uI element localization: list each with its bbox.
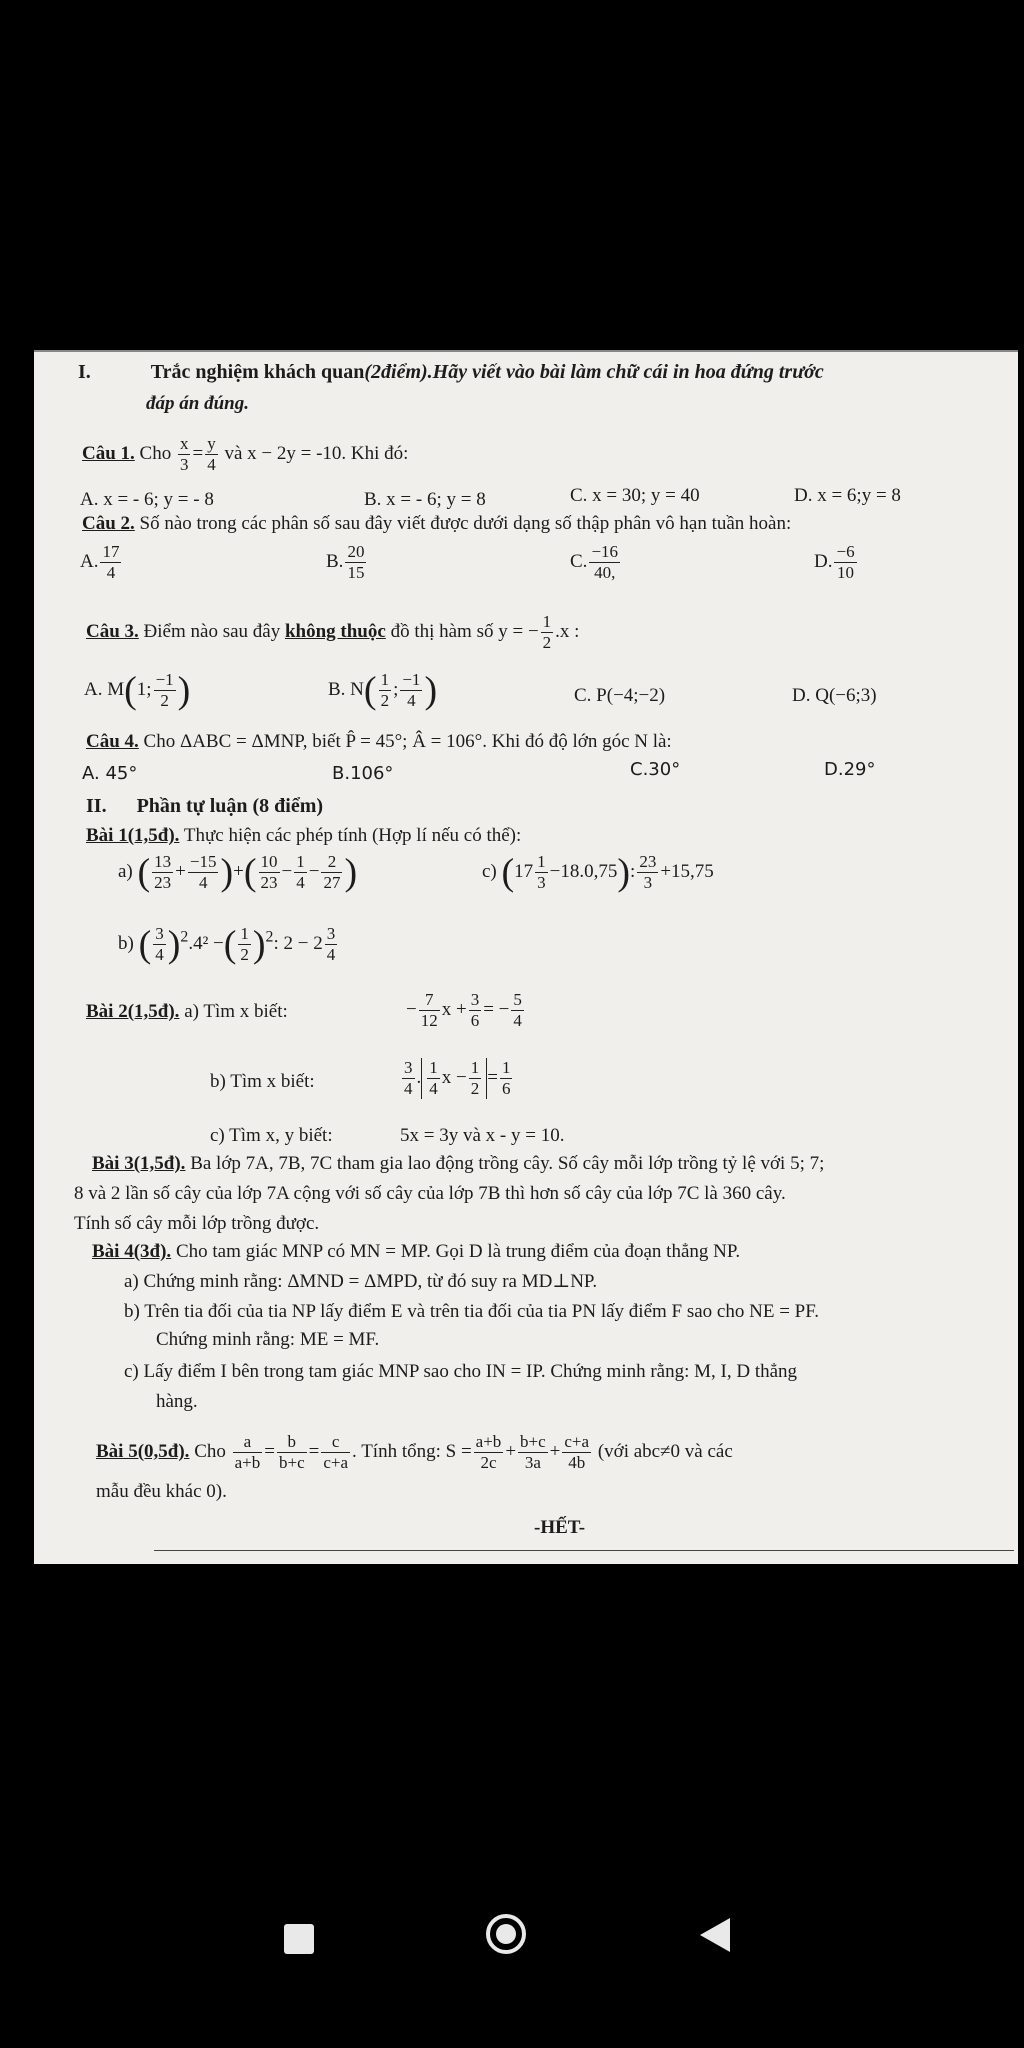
frac xyxy=(562,1432,591,1473)
frac xyxy=(294,852,307,893)
q3-a-frac xyxy=(154,670,176,711)
q3-a-x: 1; xyxy=(136,678,152,700)
frac-den: 2 xyxy=(240,945,249,964)
frac-num: 2 xyxy=(321,852,342,873)
frac-den: 3 xyxy=(179,455,189,474)
option-letter: A. xyxy=(80,550,99,572)
frac xyxy=(259,852,280,893)
q4-label: Câu 4. xyxy=(86,731,139,752)
frac xyxy=(474,1432,504,1473)
option-letter: D. xyxy=(814,550,833,572)
frac xyxy=(500,1058,513,1099)
q4-option-a: A. 45° xyxy=(82,763,138,784)
q2-option-b xyxy=(326,542,368,583)
frac-den: 6 xyxy=(501,1079,511,1098)
part2-heading xyxy=(86,794,323,818)
frac xyxy=(321,852,342,893)
item-label: a) xyxy=(118,860,133,882)
question-1 xyxy=(82,434,408,475)
question-3 xyxy=(86,612,579,653)
frac-den: 6 xyxy=(470,1011,480,1030)
q3-b-frac2 xyxy=(400,670,422,711)
paren-open: ( xyxy=(138,923,152,966)
frac-num: 7 xyxy=(419,990,440,1011)
frac xyxy=(427,1058,440,1099)
bai5-label: Bài 5(0,5đ). xyxy=(96,1440,190,1462)
item-label: b) xyxy=(118,932,134,954)
frac-den: 15 xyxy=(347,563,365,582)
paren-close: ) xyxy=(167,923,181,966)
bai4-c2: hàng. xyxy=(156,1391,198,1412)
frac-den: 3a xyxy=(524,1453,541,1472)
bai3-line3: Tính số cây mỗi lớp trồng được. xyxy=(74,1213,320,1234)
q1-eq: = xyxy=(192,442,204,464)
q2-label: Câu 2. xyxy=(82,513,135,534)
frac-num: 3 xyxy=(155,924,164,943)
q2-c-frac xyxy=(589,542,620,583)
paren-open: ( xyxy=(243,851,257,894)
bai2-a-text: a) Tìm x biết: xyxy=(184,1001,288,1022)
q2-option-d xyxy=(814,542,859,583)
absolute-value: $\frac{1}{4}$ x − $\frac{1}{2}$ xyxy=(421,1058,487,1099)
frac-den: 4 xyxy=(326,945,336,964)
exponent: 2 xyxy=(265,928,274,946)
expr-part: −18.0,75 xyxy=(549,860,618,882)
paren-close: ) xyxy=(220,851,234,894)
bai2-b-text: b) Tìm x biết: xyxy=(210,1071,315,1092)
frac-num: 1 xyxy=(380,670,390,689)
frac-den: 2c xyxy=(480,1453,497,1472)
frac-num: 1 xyxy=(240,924,249,943)
home-icon[interactable] xyxy=(486,1914,526,1954)
q1-text-post: và x − 2y = -10. Khi đó: xyxy=(224,442,409,464)
frac-num: −1 xyxy=(402,670,421,689)
frac xyxy=(238,924,251,965)
q1-frac-x xyxy=(178,434,191,475)
q1-option-a: A. x = - 6; y = - 8 xyxy=(80,489,214,510)
q3-option-c: C. P(−4;−2) xyxy=(574,685,666,706)
frac xyxy=(321,1432,350,1473)
q3-fn-pre: y = − xyxy=(498,620,539,642)
bai5-line1: Bài 5(0,5đ). Cho $\frac{a}{a+b}$ = $\frac{b}{b+c}$ = $\frac{c}{c+a}$ . Tính tổng: S = $\frac{a+b}{2c}$ + $\frac{b+c}{3a}$ + $\frac{c+a}{4b}$ (với abc≠0 và các xyxy=(96,1432,733,1472)
frac-num: c xyxy=(321,1432,350,1453)
frac xyxy=(469,1058,482,1099)
bai1-b xyxy=(118,924,339,965)
q2-option-a xyxy=(80,542,123,583)
frac-num: −1 xyxy=(155,670,174,689)
part1-number: I. xyxy=(78,361,91,383)
bai3-label: Bài 3(1,5đ). xyxy=(92,1153,186,1174)
q2-b-frac xyxy=(345,542,366,583)
frac-num: 1 xyxy=(429,1058,438,1077)
paren-open: ( xyxy=(223,923,237,966)
q2-a-frac xyxy=(100,542,121,583)
bai2-a-equation: − $\frac{7}{12}$ x + $\frac{3}{6}$ = − $\frac{5}{4}$ xyxy=(406,990,522,1030)
q3-fn-frac xyxy=(541,612,554,653)
bai3-text1: Ba lớp 7A, 7B, 7C tham gia lao động trồng cây. Số cây mỗi lớp trồng tỷ lệ với 5; 7; xyxy=(190,1153,825,1174)
bai4-c1: c) Lấy điểm I bên trong tam giác MNP sao cho IN = IP. Chứng minh rằng: M, I, D thẳng xyxy=(124,1361,798,1382)
option-letter: C. xyxy=(570,550,588,572)
q3-option-d: D. Q(−6;3) xyxy=(792,685,877,706)
q2-option-c xyxy=(570,542,622,583)
frac-num: 1 xyxy=(501,1058,511,1077)
q3-text-pre: Điểm nào sau đây xyxy=(143,620,281,642)
option-letter: B. xyxy=(326,550,344,572)
frac-num: y xyxy=(207,434,216,453)
mixed-whole: 17 xyxy=(514,860,534,882)
frac xyxy=(419,990,440,1031)
paren-close: ) xyxy=(617,851,631,894)
frac-den: 27 xyxy=(323,873,341,892)
q4-option-d: D.29° xyxy=(824,759,876,780)
back-icon[interactable] xyxy=(700,1918,730,1952)
frac-num: 23 xyxy=(639,852,657,871)
bai3-line1 xyxy=(92,1152,824,1176)
bai2-b-equation: $\frac{3}{4}$ . $\frac{1}{4}$ x − $\frac{1}{2}$ = $\frac{1}{6}$ xyxy=(404,1058,511,1098)
bai4-label: Bài 4(3đ). xyxy=(92,1241,172,1262)
frac xyxy=(511,990,524,1031)
question-2 xyxy=(82,512,791,536)
bai2-c-text: c) Tìm x, y biết: xyxy=(210,1125,333,1146)
part1-instruction-line2: đáp án đúng. xyxy=(146,393,249,414)
frac-den: 4 xyxy=(404,1079,413,1098)
exam-paper xyxy=(34,350,1018,1564)
frac-den: 40, xyxy=(594,563,616,582)
bai5-post: (với abc≠0 và các xyxy=(597,1440,733,1462)
frac-den: 4 xyxy=(296,873,305,892)
part1-heading xyxy=(78,360,824,384)
frac-num: b+c xyxy=(520,1432,546,1451)
frac-num: a xyxy=(233,1432,263,1453)
frac-num: −16 xyxy=(591,542,619,561)
expr-tail: +15,75 xyxy=(660,860,714,882)
frac-num: 1 xyxy=(296,852,305,871)
frac-num: 17 xyxy=(102,542,120,561)
q1-option-d: D. x = 6;y = 8 xyxy=(794,485,901,506)
frac-num: 1 xyxy=(542,612,552,631)
frac-den: 4 xyxy=(198,873,208,892)
frac-num: c+a xyxy=(564,1432,590,1451)
bai4-a: a) Chứng minh rằng: ΔMND = ΔMPD, từ đó suy ra MD⊥NP. xyxy=(124,1271,598,1292)
paren-open: ( xyxy=(501,851,515,894)
frac-num: 3 xyxy=(326,924,336,943)
frac xyxy=(152,852,173,893)
bai4-b2: Chứng minh rằng: ME = MF. xyxy=(156,1329,380,1350)
bai4-text: Cho tam giác MNP có MN = MP. Gọi D là trung điểm của đoạn thẳng NP. xyxy=(175,1241,741,1262)
frac-den: 10 xyxy=(837,563,855,582)
paren-open: ( xyxy=(124,669,137,712)
bai1-a: a) ( $\frac{13}{23}$ + $\frac{-15}{4}$ )+( $\frac{10}{23}$ − $\frac{1}{4}$ − $\frac{2}{27}$ ) xyxy=(118,851,358,894)
bottom-rule xyxy=(154,1550,1014,1551)
expr-part: .4² − xyxy=(188,932,224,954)
option-letter: A. M xyxy=(84,678,125,700)
frac-den: 3 xyxy=(537,873,546,892)
frac-num: a+b xyxy=(475,1432,502,1451)
frac-den: 2 xyxy=(470,1079,480,1098)
part1-title: Trắc nghiệm khách quan xyxy=(150,361,365,383)
bai1-label: Bài 1(1,5đ). xyxy=(86,825,180,846)
frac-den: a+b xyxy=(234,1453,261,1472)
q4-option-b: B.106° xyxy=(332,763,394,784)
frac-den: 4 xyxy=(106,563,116,582)
frac-num: 10 xyxy=(260,852,278,871)
frac xyxy=(469,990,482,1031)
bai4-b1: b) Trên tia đối của tia NP lấy điểm E và trên tia đối của tia PN lấy điểm F sao cho NE = PF. xyxy=(124,1301,820,1322)
frac xyxy=(188,852,219,893)
frac xyxy=(535,852,548,893)
paren-open: ( xyxy=(363,669,377,712)
frac xyxy=(233,1432,263,1473)
frac-den: 23 xyxy=(260,873,278,892)
paren-close: ) xyxy=(344,851,358,894)
bai5-pre: Cho xyxy=(194,1440,226,1462)
part1-instruction: (2điểm).Hãy viết vào bài làm chữ cái in hoa đứng trước xyxy=(364,361,824,383)
part2-number: II. xyxy=(86,795,107,817)
paren-close: ) xyxy=(177,669,191,712)
frac-num: 1 xyxy=(470,1058,480,1077)
q2-text: Số nào trong các phân số sau đây viết được dưới dạng số thập phân vô hạn tuần hoàn: xyxy=(139,513,792,534)
frac-den: 2 xyxy=(380,691,390,710)
frac-den: 4 xyxy=(429,1079,438,1098)
frac-den: 4 xyxy=(207,455,216,474)
option-letter: B. N xyxy=(328,678,364,700)
bai5-mid: . Tính tổng: S = xyxy=(352,1440,472,1462)
frac-num: 13 xyxy=(154,852,172,871)
frac xyxy=(518,1432,548,1473)
frac-den: 4 xyxy=(407,691,416,710)
q4-option-c: C.30° xyxy=(630,759,681,780)
paren-close: ) xyxy=(424,669,438,712)
q1-option-b: B. x = - 6; y = 8 xyxy=(364,489,486,510)
recent-apps-icon[interactable] xyxy=(284,1924,314,1954)
end-marker: -HẾT- xyxy=(534,1517,586,1538)
frac-den: 4 xyxy=(155,945,164,964)
bai4-heading xyxy=(92,1240,740,1264)
frac xyxy=(277,1432,307,1473)
frac-num: 1 xyxy=(537,852,546,871)
q1-option-c: C. x = 30; y = 40 xyxy=(570,485,700,506)
frac-den: 3 xyxy=(643,873,653,892)
frac-num: −6 xyxy=(836,542,855,561)
q3-b-frac1 xyxy=(379,670,392,711)
bai1-c: c) (17 $\frac{1}{3}$ −18.0,75): $\frac{23}{3}$ +15,75 xyxy=(482,851,714,894)
question-4 xyxy=(86,730,672,754)
frac-den: 12 xyxy=(420,1011,438,1030)
bai2-label: Bài 2(1,5đ). xyxy=(86,1001,180,1022)
q4-text: Cho ΔABC = ΔMNP, biết P̂ = 45°; Â = 106°. Khi đó độ lớn góc N là: xyxy=(143,731,672,752)
expr-tail: : 2 − 2 xyxy=(273,932,323,954)
frac-num: 3 xyxy=(470,990,480,1009)
paren-open: ( xyxy=(137,851,151,894)
frac-num: 20 xyxy=(347,542,365,561)
frac-den: b+c xyxy=(278,1453,305,1472)
q3-text-post: đồ thị hàm số xyxy=(390,620,494,642)
frac xyxy=(325,924,338,965)
q3-option-b: B. N( $\frac{1}{2}$ ; $\frac{-1}{4}$ ) xyxy=(328,669,438,712)
frac-den: 23 xyxy=(154,873,172,892)
q1-text-pre: Cho xyxy=(139,442,172,464)
q1-label: Câu 1. xyxy=(82,442,135,464)
frac-den: 2 xyxy=(542,633,552,652)
frac-den: 4 xyxy=(513,1011,522,1030)
bai1-text: Thực hiện các phép tính (Hợp lí nếu có thể): xyxy=(183,825,522,846)
q3-label: Câu 3. xyxy=(86,620,139,642)
frac-den: c+a xyxy=(323,1453,349,1472)
q3-option-a xyxy=(84,670,190,711)
bai2-c-equation: 5x = 3y và x - y = 10. xyxy=(400,1125,565,1146)
frac-num: −15 xyxy=(189,852,217,871)
bai3-line2: 8 và 2 lần số cây của lớp 7A cộng với số cây của lớp 7B thì hơn số cây của lớp 7C là 360 cây. xyxy=(74,1183,786,1204)
frac-den: 2 xyxy=(160,691,169,710)
frac xyxy=(402,1058,415,1099)
part2-title: Phần tự luận (8 điểm) xyxy=(136,795,324,817)
exponent: 2 xyxy=(180,928,189,946)
paren-close: ) xyxy=(252,923,266,966)
frac-num: 3 xyxy=(404,1058,413,1077)
frac-num: b xyxy=(277,1432,307,1453)
frac-num: 5 xyxy=(513,990,522,1009)
frac-den: 4b xyxy=(568,1453,586,1472)
bai2-a-row xyxy=(86,1000,288,1024)
item-label: c) xyxy=(482,860,497,882)
bai5-line2: mẫu đều khác 0). xyxy=(96,1481,227,1502)
bai1-heading xyxy=(86,824,521,848)
q3-text-underlined: không thuộc xyxy=(284,620,386,642)
q3-fn-post: .x : xyxy=(555,620,580,642)
q1-frac-y xyxy=(205,434,218,475)
frac xyxy=(637,852,658,893)
q2-d-frac xyxy=(834,542,856,583)
frac xyxy=(153,924,166,965)
frac-num: x xyxy=(179,434,189,453)
